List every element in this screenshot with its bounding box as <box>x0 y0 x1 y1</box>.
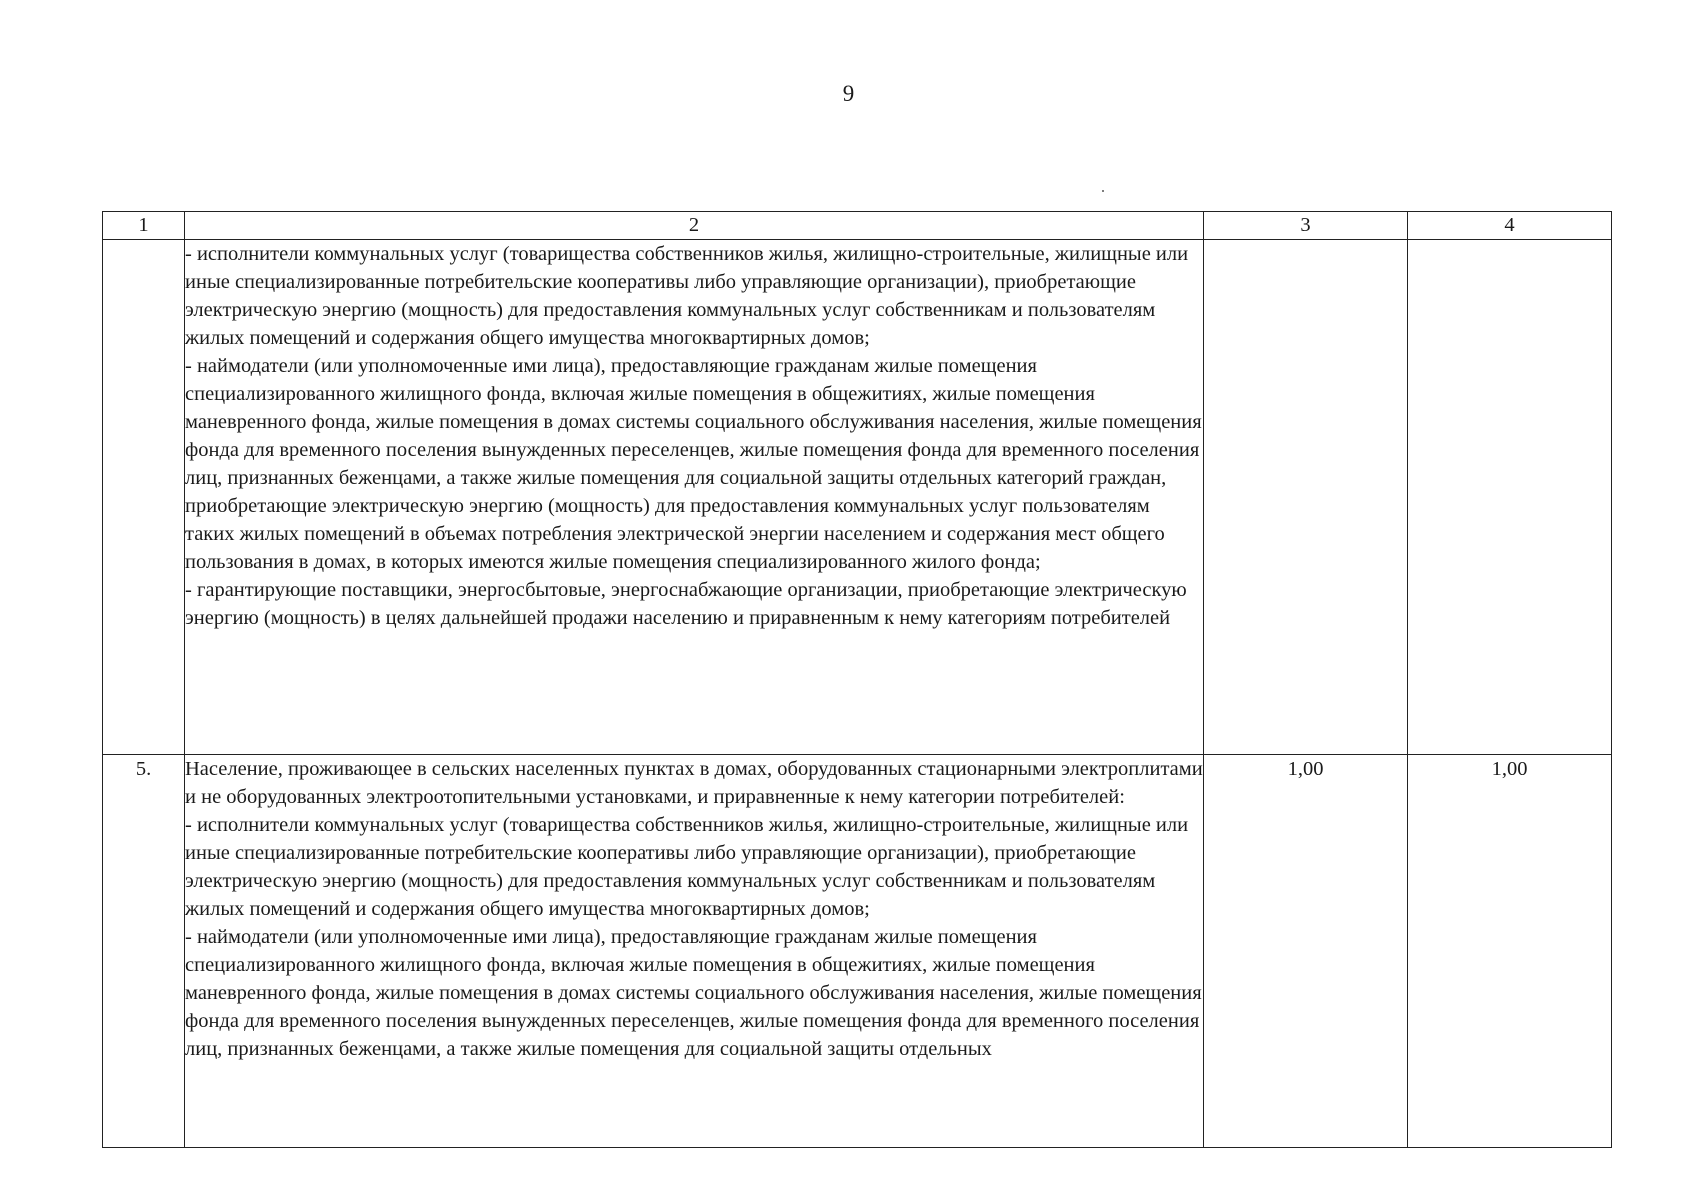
row-value-col4: 1,00 <box>1408 755 1612 1148</box>
row-value-col4 <box>1408 240 1612 755</box>
row-paragraph: - гарантирующие поставщики, энергосбытовые, энергоснабжающие организации, приобретающие электрическую энергию (мощность) в целях дальнейшей продажи населению и приравненным к нему категориям потребителей <box>185 579 1187 629</box>
row-value-col3 <box>1204 240 1408 755</box>
header-col-4: 4 <box>1408 212 1612 240</box>
row-paragraph: - исполнители коммунальных услуг (товарищества собственников жилья, жилищно-строительные, жилищные или иные специализированные потребительские кооперативы либо управляющие организации), приобретающие электрическую энергию (мощность) для предоставления коммунальных услуг собственникам и пользователям жилых помещений и содержания общего имущества многоквартирных домов; <box>185 243 1189 349</box>
header-col-2: 2 <box>185 212 1204 240</box>
tariff-table <box>102 211 1612 1148</box>
row-description <box>185 755 1204 1148</box>
row-paragraph: - наймодатели (или уполномоченные ими лица), предоставляющие гражданам жилые помещения специализированного жилищного фонда, включая жилые помещения в общежитиях, жилые помещения маневренного фонда, жилые помещения в домах системы социального обслуживания населения, жилые помещения фонда для временного поселения вынужденных переселенцев, жилые помещения фонда для временного поселения лиц, признанных беженцами, а также жилые помещения для социальной защиты отдельных <box>185 926 1202 1060</box>
row-number <box>103 240 185 755</box>
page-number: 9 <box>842 81 855 106</box>
row-paragraph: - исполнители коммунальных услуг (товарищества собственников жилья, жилищно-строительные, жилищные или иные специализированные потребительские кооперативы либо управляющие организации), приобретающие электрическую энергию (мощность) для предоставления коммунальных услуг собственникам и пользователям жилых помещений и содержания общего имущества многоквартирных домов; <box>185 814 1189 920</box>
table-row <box>103 755 1612 1148</box>
table-row <box>103 240 1612 755</box>
header-col-1: 1 <box>103 212 185 240</box>
table-header-row <box>103 212 1612 240</box>
row-number: 5. <box>103 755 185 1148</box>
row-paragraph: Население, проживающее в сельских населенных пунктах в домах, оборудованных стационарными электроплитами и не оборудованных электроотопительными установками, и приравненные к нему категории потребителей: <box>185 758 1203 808</box>
row-value-col3: 1,00 <box>1204 755 1408 1148</box>
header-col-3: 3 <box>1204 212 1408 240</box>
row-description <box>185 240 1204 755</box>
scan-speck <box>1102 190 1104 192</box>
row-paragraph: - наймодатели (или уполномоченные ими лица), предоставляющие гражданам жилые помещения специализированного жилищного фонда, включая жилые помещения в общежитиях, жилые помещения маневренного фонда, жилые помещения в домах системы социального обслуживания населения, жилые помещения фонда для временного поселения вынужденных переселенцев, жилые помещения фонда для временного поселения лиц, признанных беженцами, а также жилые помещения для социальной защиты отдельных категорий граждан, приобретающие электрическую энергию (мощность) для предоставления коммунальных услуг пользователям таких жилых помещений в объемах потребления электрической энергии населением и содержания мест общего пользования в домах, в которых имеются жилые помещения специализированного жилого фонда; <box>185 355 1202 573</box>
